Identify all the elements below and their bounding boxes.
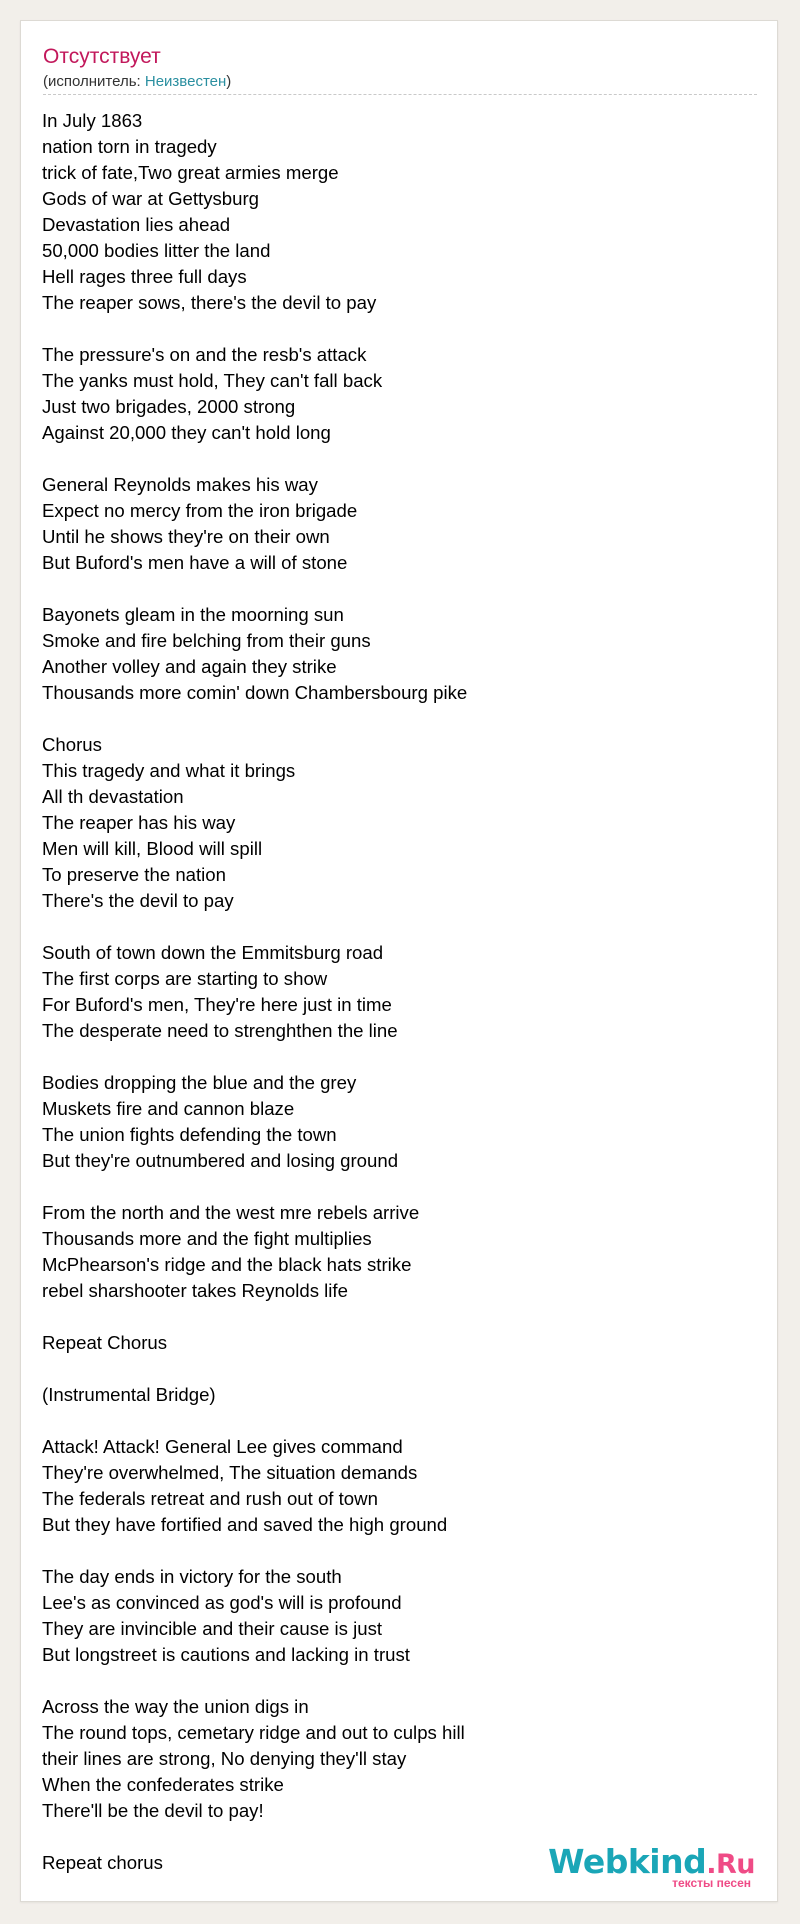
- lyric-line: But they have fortified and saved the high ground: [42, 1514, 448, 1535]
- lyric-line: [42, 1408, 758, 1434]
- lyric-line: The pressure's on and the resb's attack: [42, 344, 367, 365]
- lyric-line: Smoke and fire belching from their guns: [42, 630, 371, 651]
- lyric-line: All th devastation: [42, 786, 184, 807]
- lyric-line: There's the devil to pay: [42, 890, 234, 911]
- lyric-line: Until he shows they're on their own: [42, 526, 330, 547]
- logo-tld: .Ru: [706, 1849, 755, 1880]
- lyric-line: Attack! Attack! General Lee gives command: [42, 1436, 403, 1457]
- lyric-line: Just two brigades, 2000 strong: [42, 396, 296, 417]
- artist-line: [43, 72, 231, 92]
- divider: [43, 94, 757, 95]
- lyric-line: Chorus: [42, 734, 102, 755]
- lyric-line: Gods of war at Gettysburg: [42, 188, 260, 209]
- lyric-line: The yanks must hold, They can't fall back: [42, 370, 383, 391]
- lyric-line: Lee's as convinced as god's will is profound: [42, 1592, 402, 1613]
- lyric-line: General Reynolds makes his way: [42, 474, 318, 495]
- lyric-line: Thousands more and the fight multiplies: [42, 1228, 372, 1249]
- lyric-line: Men will kill, Blood will spill: [42, 838, 263, 859]
- lyric-line: Repeat Chorus: [42, 1332, 168, 1353]
- lyric-line: From the north and the west mre rebels arrive: [42, 1202, 420, 1223]
- lyric-line: rebel sharshooter takes Reynolds life: [42, 1280, 348, 1301]
- artist-prefix: (исполнитель:: [43, 73, 145, 90]
- lyric-line: nation torn in tragedy: [42, 136, 217, 157]
- lyric-line: When the confederates strike: [42, 1774, 284, 1795]
- lyric-line: To preserve the nation: [42, 864, 226, 885]
- lyric-line: [42, 576, 758, 602]
- lyric-line: [42, 1174, 758, 1200]
- lyric-line: 50,000 bodies litter the land: [42, 240, 271, 261]
- lyric-line: Hell rages three full days: [42, 266, 247, 287]
- lyric-line: The round tops, cemetary ridge and out to culps hill: [42, 1722, 465, 1743]
- lyric-line: Muskets fire and cannon blaze: [42, 1098, 295, 1119]
- lyric-line: trick of fate,Two great armies merge: [42, 162, 339, 183]
- lyric-line: In July 1863: [42, 110, 143, 131]
- artist-link[interactable]: Неизвестен: [144, 73, 227, 90]
- lyric-line: The federals retreat and rush out of town: [42, 1488, 378, 1509]
- lyric-line: South of town down the Emmitsburg road: [42, 942, 384, 963]
- lyric-line: The day ends in victory for the south: [42, 1566, 342, 1587]
- lyric-line: [42, 914, 758, 940]
- lyric-line: But they're outnumbered and losing ground: [42, 1150, 399, 1171]
- lyric-line: This tragedy and what it brings: [42, 760, 296, 781]
- lyric-line: (Instrumental Bridge): [42, 1384, 216, 1405]
- lyric-line: McPhearson's ridge and the black hats strike: [42, 1254, 412, 1275]
- song-title: Отсутствует: [43, 45, 161, 68]
- lyric-line: Thousands more comin' down Chambersbourg pike: [42, 682, 468, 703]
- lyric-line: [42, 1538, 758, 1564]
- lyric-line: Bayonets gleam in the moorning sun: [42, 604, 344, 625]
- lyric-line: Devastation lies ahead: [42, 214, 231, 235]
- lyric-line: [42, 706, 758, 732]
- lyric-line: Repeat chorus: [42, 1852, 163, 1873]
- lyric-line: [42, 1044, 758, 1070]
- artist-suffix: ): [226, 73, 232, 90]
- lyrics-text: [42, 108, 758, 1876]
- lyric-line: [42, 1668, 758, 1694]
- lyric-line: The union fights defending the town: [42, 1124, 337, 1145]
- lyric-line: The desperate need to strenghthen the line: [42, 1020, 398, 1041]
- logo-main-text: Webkind: [548, 1842, 707, 1881]
- lyric-line: But Buford's men have a will of stone: [42, 552, 348, 573]
- lyric-line: Expect no mercy from the iron brigade: [42, 500, 358, 521]
- lyric-line: Another volley and again they strike: [42, 656, 337, 677]
- lyric-line: They're overwhelmed, The situation demands: [42, 1462, 418, 1483]
- lyric-line: The first corps are starting to show: [42, 968, 328, 989]
- lyric-line: The reaper has his way: [42, 812, 236, 833]
- lyric-line: their lines are strong, No denying they'll stay: [42, 1748, 407, 1769]
- lyric-line: For Buford's men, They're here just in time: [42, 994, 392, 1015]
- logo-tagline: тексты песен: [672, 1876, 751, 1890]
- lyric-line: But longstreet is cautions and lacking in trust: [42, 1644, 410, 1665]
- lyric-line: Across the way the union digs in: [42, 1696, 309, 1717]
- lyric-line: [42, 1304, 758, 1330]
- lyric-line: Against 20,000 they can't hold long: [42, 422, 331, 443]
- lyric-line: They are invincible and their cause is just: [42, 1618, 383, 1639]
- lyric-line: The reaper sows, there's the devil to pay: [42, 292, 377, 313]
- site-logo[interactable]: [548, 1842, 755, 1891]
- lyrics-card: [20, 20, 778, 1902]
- lyric-line: Bodies dropping the blue and the grey: [42, 1072, 357, 1093]
- lyric-line: There'll be the devil to pay!: [42, 1800, 264, 1821]
- lyric-line: [42, 316, 758, 342]
- lyric-line: [42, 446, 758, 472]
- lyric-line: [42, 1356, 758, 1382]
